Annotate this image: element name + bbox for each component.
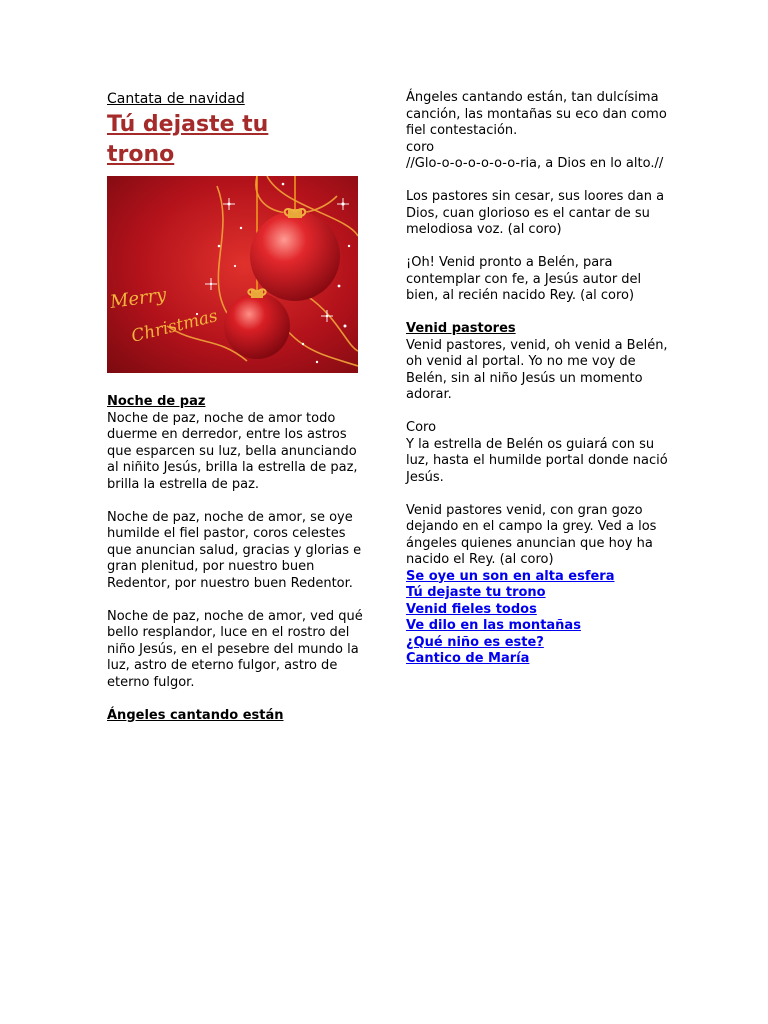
song-link[interactable]: Se oye un son en alta esfera (406, 568, 615, 584)
ornament-small (224, 293, 290, 359)
paragraph: Noche de paz, noche de amor, se oye humilde el fiel pastor, coros celestes que anuncian salud, gracias y glorias e gran plenitud, por nuestro buen Redentor, por nuestro buen Redentor. (107, 509, 362, 591)
paragraph: Noche de paz, noche de amor, ved qué bello resplandor, luce en el rostro del niño Jesús, en el pesebre del mundo la luz, astro de eterno fulgor, astro de eterno fulgor. (107, 608, 363, 690)
paragraph: Y la estrella de Belén os guiará con su luz, hasta el humilde portal donde nació Jesús. (406, 436, 668, 485)
paragraph: Noche de paz, noche de amor todo duerme en derredor, entre los astros que esparcen su luz, bella anunciando al niñito Jesús, brilla la estrella de paz, brilla la estrella de paz. (107, 410, 358, 492)
song-link[interactable]: Tú dejaste tu trono (406, 585, 546, 600)
chorus-label: Coro (406, 420, 437, 435)
right-column (406, 90, 668, 668)
paragraph: Los pastores sin cesar, sus loores dan a Dios, cuan glorioso es el cantar de su melodiosa voz. (al coro) (406, 189, 665, 237)
chorus-line: //Glo-o-o-o-o-o-o-ria, a Dios en lo alto.// (406, 156, 664, 171)
song-link[interactable]: Cantico de María (406, 651, 530, 666)
document-title: Tú dejaste tu trono (107, 112, 269, 167)
song-link[interactable]: ¿Qué niño es este? (406, 634, 544, 650)
section-title-venid-pastores: Venid pastores (406, 321, 516, 336)
section-title-angeles: Ángeles cantando están (107, 707, 284, 723)
ornament-large (250, 211, 340, 301)
christmas-ornaments-illustration (107, 176, 358, 373)
paragraph: Ángeles cantando están, tan dulcísima canción, las montañas su eco dan como fiel contestación. (406, 90, 667, 138)
paragraph: ¡Oh! Venid pronto a Belén, para contemplar con fe, a Jesús autor del bien, al recién nacido Rey. (al coro) (406, 255, 642, 303)
song-link[interactable]: Ve dilo en las montañas (406, 618, 581, 633)
song-link[interactable]: Venid fieles todos (406, 601, 537, 617)
paragraph: Venid pastores, venid, oh venid a Belén, oh venid al portal. Yo no me voy de Belén, sin al niño Jesús un momento adorar. (406, 337, 668, 402)
section-title-noche-de-paz: Noche de paz (107, 394, 206, 409)
card-text-merry: Merry (108, 284, 168, 313)
chorus-label: coro (406, 139, 435, 155)
paragraph: Venid pastores venid, con gran gozo dejando en el campo la grey. Ved a los ángeles quienes anuncian que hoy ha nacido el Rey. (al coro) (406, 502, 657, 567)
card-text-christmas: Christmas (129, 306, 220, 347)
left-column (107, 90, 365, 724)
document-kicker: Cantata de navidad (107, 91, 245, 107)
christmas-card-image (107, 176, 358, 373)
